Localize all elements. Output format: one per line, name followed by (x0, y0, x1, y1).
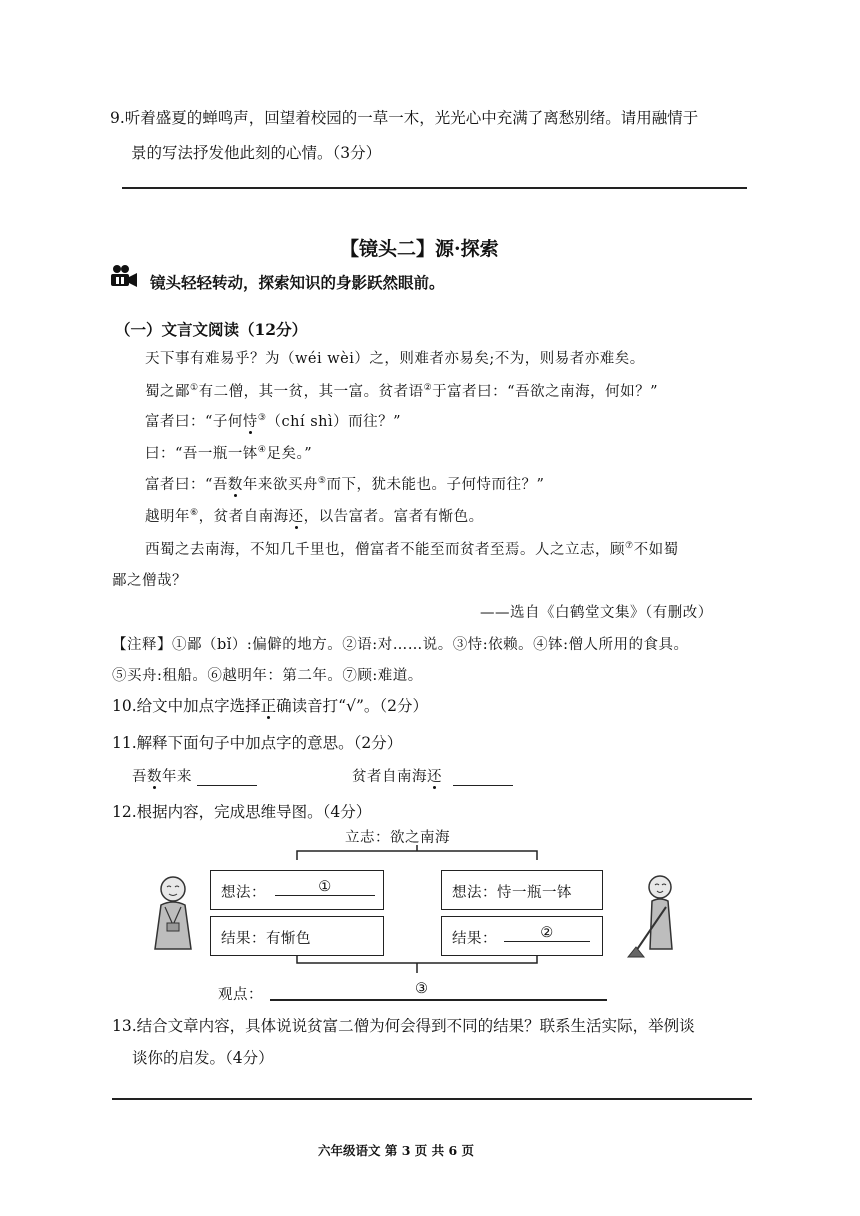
mindmap-top: 立志：欲之南海 (345, 830, 450, 846)
reading-note1: 【注释】①鄙（bǐ）:偏僻的地方。②语:对……说。③恃:依赖。④钵:僧人所用的食具。 (112, 637, 689, 653)
camera-icon (110, 264, 138, 288)
reading-p5: 富者曰：“吾数年来欲买舟⑤而下，犹未能也。子何恃而往？” (145, 476, 545, 493)
dotted-char: 还 (427, 769, 442, 785)
reading-source: ——选自《白鹤堂文集》（有删改） (480, 605, 713, 621)
left-result-box: 结果：有惭色 (210, 916, 384, 956)
reading-p4: 曰：“吾一瓶一钵④足矣。” (145, 445, 313, 462)
page-footer: 六年级语文 第 3 页 共 6 页 (318, 1143, 475, 1158)
reading-note2: ⑤买舟:租船。⑥越明年：第二年。⑦顾:难道。 (112, 668, 423, 684)
dotted-char: 还 (288, 509, 304, 525)
dotted-char: 正 (260, 697, 277, 715)
blank-1[interactable]: ① (275, 879, 375, 896)
view-answer-line[interactable] (270, 999, 607, 1001)
right-result-box: 结果： ② (441, 916, 603, 956)
reading-p6: 越明年⑥，贫者自南海还，以告富者。富者有惭色。 (145, 508, 484, 525)
view-label: 观点： (218, 987, 263, 1003)
q13-answer-line[interactable] (112, 1098, 752, 1100)
dotted-char: 恃 (242, 414, 258, 430)
monk-sitting-illustration (145, 873, 201, 953)
monk-sweeping-illustration (626, 873, 686, 959)
q10: 10.给文中加点字选择正确读音打“√”。（2分） (112, 697, 429, 715)
q9-answer-line[interactable] (122, 187, 747, 189)
reading-p7-line2: 鄙之僧哉？ (112, 573, 187, 589)
section-intro: 镜头轻轻转动，探索知识的身影跃然眼前。 (150, 273, 445, 292)
dotted-char: 数 (147, 769, 162, 785)
reading-p3: 富者曰：“子何恃③（chí shì）而往？” (145, 413, 402, 430)
dotted-char: 数 (227, 477, 243, 493)
q9-line1: 9.听着盛夏的蝉鸣声，回望着校园的一草一木，光光心中充满了离愁别绪。请用融情于 (110, 109, 699, 127)
q11-item1: 吾数年来 (132, 765, 257, 786)
section-title: 【镜头二】源·探索 (340, 238, 499, 260)
blank-2[interactable]: ② (504, 925, 590, 942)
reading-p1: 天下事有难易乎？为（wéi wèi）之，则难者亦易矣;不为，则易者亦难矣。 (145, 351, 645, 367)
blank-3: ③ (415, 981, 429, 997)
reading-heading: （一）文言文阅读（12分） (115, 320, 308, 339)
q11-text: 11.解释下面句子中加点字的意思。（2分） (112, 734, 403, 752)
q13-line1: 13.结合文章内容，具体说说贫富二僧为何会得到不同的结果？联系生活实际，举例谈 (112, 1017, 695, 1035)
q11-blank1[interactable] (197, 769, 257, 786)
reading-p7: 西蜀之去南海，不知几千里也，僧富者不能至而贫者至焉。人之立志，顾⑦不如蜀 (145, 541, 679, 558)
right-idea-box: 想法：恃一瓶一钵 (441, 870, 603, 910)
left-idea-box: 想法： ① (210, 870, 384, 910)
q12-text: 12.根据内容，完成思维导图。（4分） (112, 803, 372, 821)
q11-blank2[interactable] (453, 769, 513, 786)
q11-item2: 贫者自南海还 (352, 765, 513, 786)
q9-line2: 景的写法抒发他此刻的心情。（3分） (131, 144, 382, 162)
reading-p2: 蜀之鄙①有二僧，其一贫，其一富。贫者语②于富者曰：“吾欲之南海，何如？” (145, 383, 658, 400)
q13-line2: 谈你的启发。（4分） (132, 1049, 274, 1067)
